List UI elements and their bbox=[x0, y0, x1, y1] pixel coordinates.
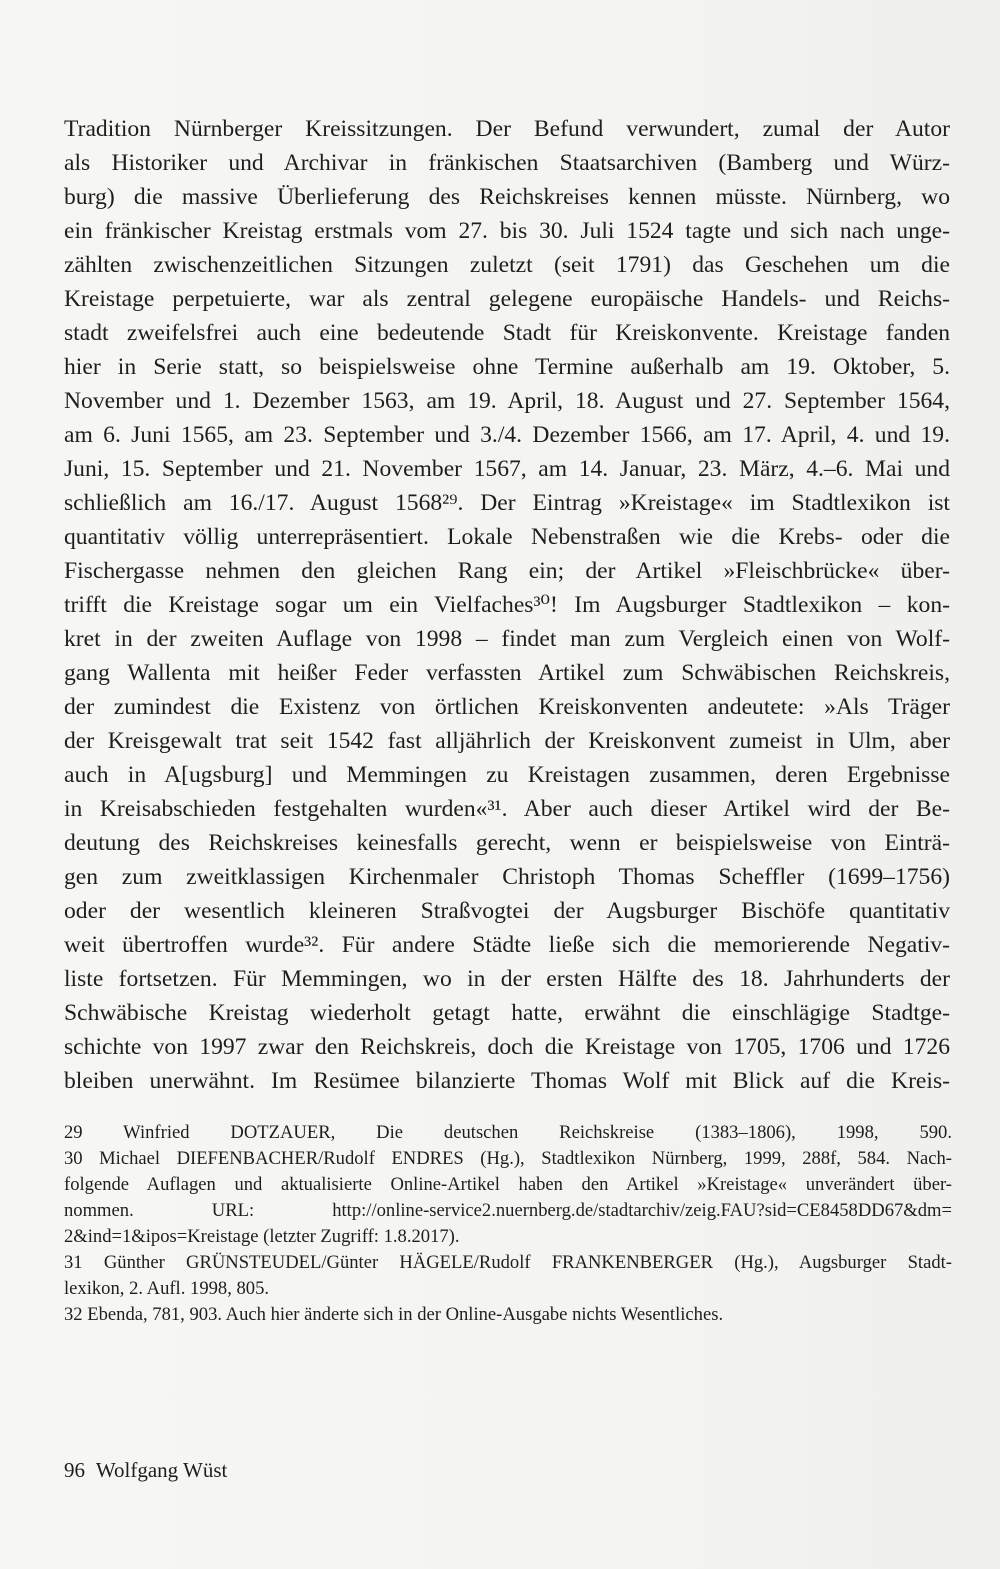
text-line: quantitativ völlig unterrepräsentiert. Lokale Nebenstraßen wie die Krebs- oder die bbox=[64, 524, 950, 550]
footnote-31-cont: lexikon, 2. Aufl. 1998, 805. bbox=[64, 1278, 270, 1299]
text-line: Tradition Nürnberger Kreissitzungen. Der Befund verwundert, zumal der Autor bbox=[64, 116, 950, 142]
text-line: gen zum zweitklassigen Kirchenmaler Christoph Thomas Scheffler (1699–1756) bbox=[64, 864, 950, 890]
text-line: in Kreisabschieden festgehalten wurden«³¹. Aber auch dieser Artikel wird der Be- bbox=[64, 796, 950, 822]
footnote-32: 32 Ebenda, 781, 903. Auch hier änderte sich in der Online-Ausgabe nichts Wesentliches. bbox=[64, 1304, 724, 1325]
text-line: zählten zwischenzeitlichen Sitzungen zuletzt (seit 1791) das Geschehen um die bbox=[64, 252, 950, 278]
page-footer bbox=[64, 1455, 227, 1485]
text-line: der Kreisgewalt trat seit 1542 fast alljährlich der Kreiskonvent zumeist in Ulm, aber bbox=[64, 728, 950, 754]
text-line: oder der wesentlich kleineren Straßvogtei der Augsburger Bischöfe quantitativ bbox=[64, 898, 950, 924]
footnotes bbox=[64, 1120, 952, 1328]
footnote-31: 31 Günther GRÜNSTEUDEL/Günter HÄGELE/Rudolf FRANKENBERGER (Hg.), Augsburger Stadt- bbox=[64, 1252, 952, 1273]
footnote-30: 30 Michael DIEFENBACHER/Rudolf ENDRES (Hg.), Stadtlexikon Nürnberg, 1999, 288f, 584. Nach- bbox=[64, 1148, 952, 1169]
running-head-author: Wolfgang Wüst bbox=[95, 1458, 228, 1482]
text-line: November und 1. Dezember 1563, am 19. April, 18. August und 27. September 1564, bbox=[64, 388, 950, 414]
text-line: schließlich am 16./17. August 1568²⁹. Der Eintrag »Kreistage« im Stadtlexikon ist bbox=[64, 490, 950, 516]
text-line: Schwäbische Kreistag wiederholt getagt hatte, erwähnt die einschlägige Stadtge- bbox=[64, 1000, 950, 1026]
text-line: Juni, 15. September und 21. November 1567, am 14. Januar, 23. März, 4.–6. Mai und bbox=[64, 456, 950, 482]
text-line: als Historiker und Archivar in fränkischen Staatsarchiven (Bamberg und Würz- bbox=[64, 150, 950, 176]
text-line: weit übertroffen wurde³². Für andere Städte ließe sich die memorierende Negativ- bbox=[64, 932, 950, 958]
page-number: 96 bbox=[64, 1458, 85, 1482]
text-line: gang Wallenta mit heißer Feder verfassten Artikel zum Schwäbischen Reichskreis, bbox=[64, 660, 950, 686]
text-line: auch in A[ugsburg] und Memmingen zu Kreistagen zusammen, deren Ergebnisse bbox=[64, 762, 950, 788]
text-line: Kreistage perpetuierte, war als zentral gelegene europäische Handels- und Reichs- bbox=[64, 286, 950, 312]
text-line: deutung des Reichskreises keinesfalls gerecht, wenn er beispielsweise von Einträ- bbox=[64, 830, 950, 856]
footnote-30-cont: 2&ind=1&ipos=Kreistage (letzter Zugriff: 1.8.2017). bbox=[64, 1226, 460, 1247]
text-line: trifft die Kreistage sogar um ein Vielfaches³⁰! Im Augsburger Stadtlexikon – kon- bbox=[64, 592, 950, 618]
text-line: bleiben unerwähnt. Im Resümee bilanzierte Thomas Wolf mit Blick auf die Kreis- bbox=[64, 1068, 950, 1094]
footnote-30-cont: nommen. URL: http://online-service2.nuernberg.de/stadtarchiv/zeig.FAU?sid=CE8458DD67&dm= bbox=[64, 1200, 952, 1221]
footnote-30-cont: folgende Auflagen und aktualisierte Online-Artikel haben den Artikel »Kreistage« unverändert über- bbox=[64, 1174, 952, 1195]
text-line: schichte von 1997 zwar den Reichskreis, doch die Kreistage von 1705, 1706 und 1726 bbox=[64, 1034, 950, 1060]
text-line: Fischergasse nehmen den gleichen Rang ein; der Artikel »Fleischbrücke« über- bbox=[64, 558, 950, 584]
text-line: ein fränkischer Kreistag erstmals vom 27. bis 30. Juli 1524 tagte und sich nach unge- bbox=[64, 218, 950, 244]
main-text bbox=[64, 112, 950, 1098]
footnote-29: 29 Winfried DOTZAUER, Die deutschen Reichskreise (1383–1806), 1998, 590. bbox=[64, 1122, 952, 1143]
text-line: kret in der zweiten Auflage von 1998 – findet man zum Vergleich einen von Wolf- bbox=[64, 626, 950, 652]
text-line: burg) die massive Überlieferung des Reichskreises kennen müsste. Nürnberg, wo bbox=[64, 184, 950, 210]
text-line: der zumindest die Existenz von örtlichen Kreiskonventen andeutete: »Als Träger bbox=[64, 694, 950, 720]
text-line: liste fortsetzen. Für Memmingen, wo in der ersten Hälfte des 18. Jahrhunderts der bbox=[64, 966, 950, 992]
text-line: am 6. Juni 1565, am 23. September und 3./4. Dezember 1566, am 17. April, 4. und 19. bbox=[64, 422, 950, 448]
text-line: hier in Serie statt, so beispielsweise ohne Termine außerhalb am 19. Oktober, 5. bbox=[64, 354, 950, 380]
text-line: stadt zweifelsfrei auch eine bedeutende Stadt für Kreiskonvente. Kreistage fanden bbox=[64, 320, 950, 346]
